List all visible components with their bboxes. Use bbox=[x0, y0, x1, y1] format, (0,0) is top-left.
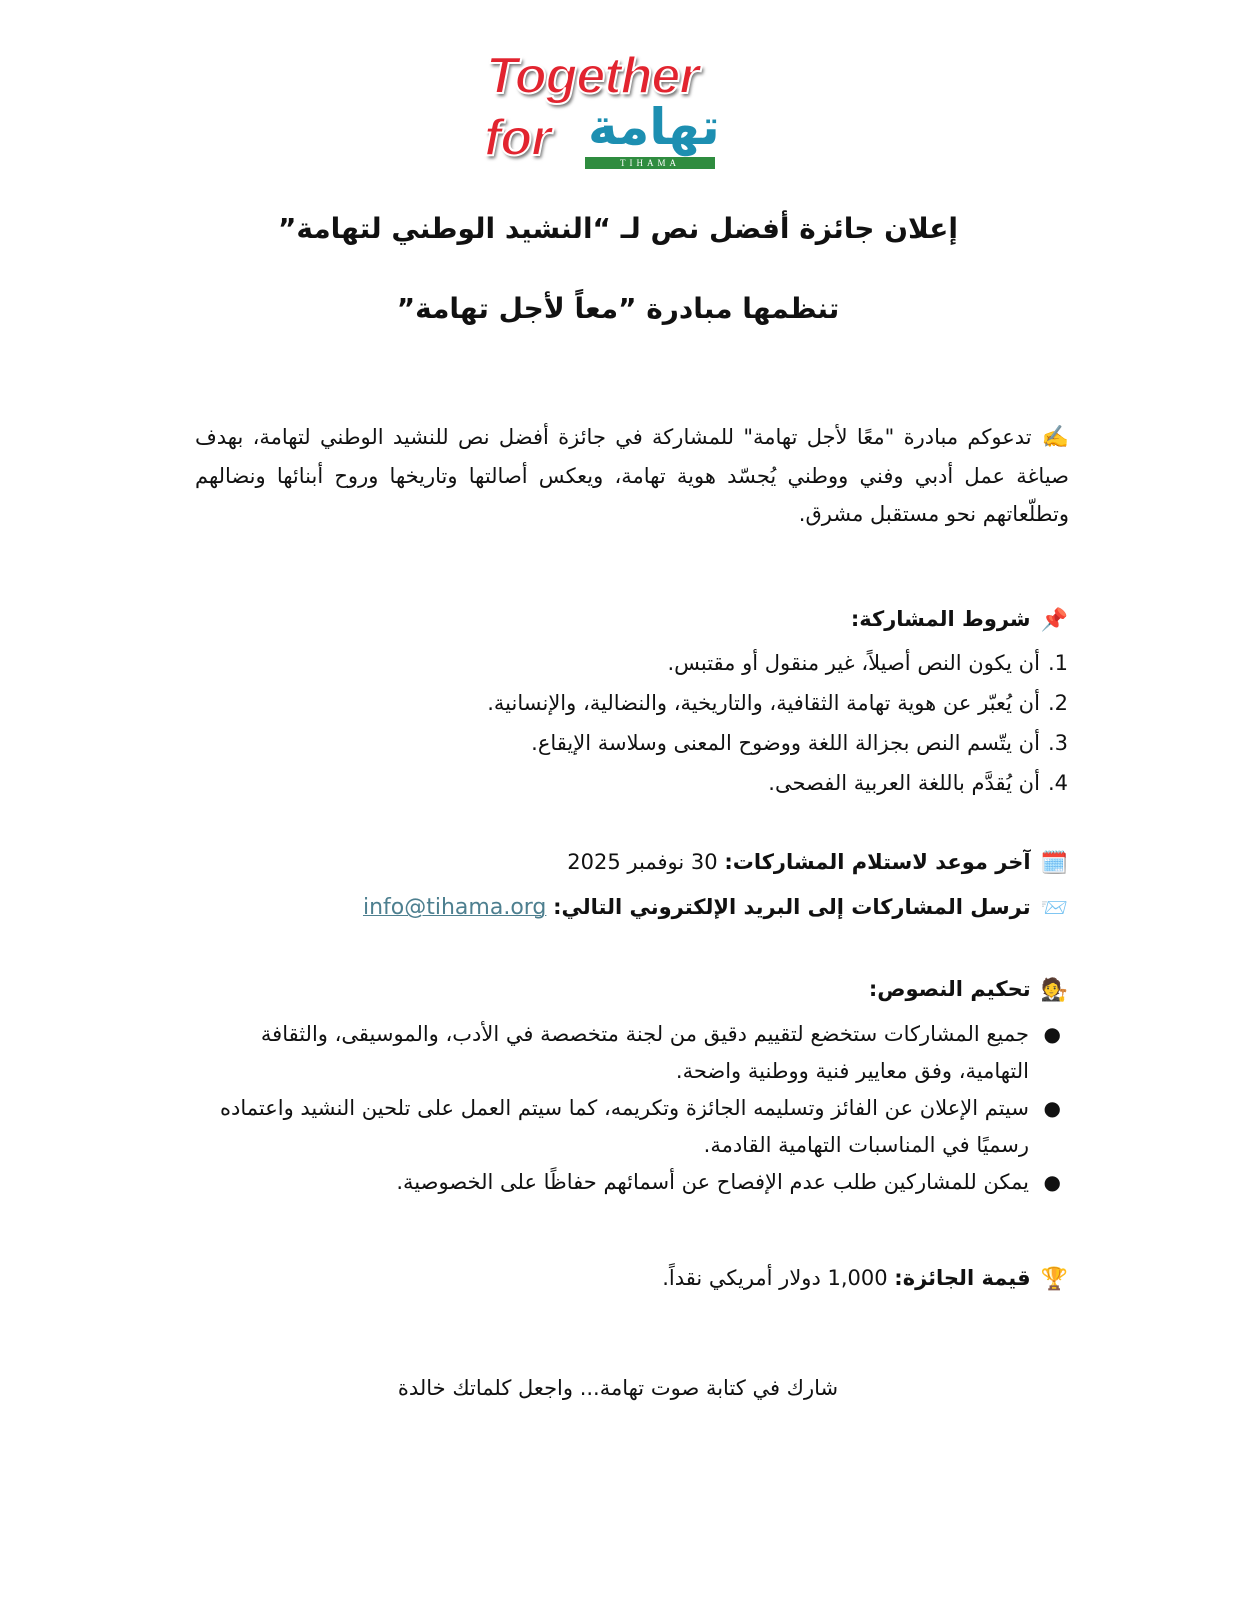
list-item bbox=[189, 1090, 1061, 1164]
list-item bbox=[268, 728, 1068, 768]
deadline-value: 30 نوفمبر 2025 bbox=[567, 850, 718, 874]
list-item-text: يمكن للمشاركين طلب عدم الإفصاح عن أسمائهم حفاظًا على الخصوصية. bbox=[396, 1170, 1029, 1194]
list-item-text: أن يُقدَّم باللغة العربية الفصحى. bbox=[768, 771, 1040, 795]
intro-text: تدعوكم مبادرة "معًا لأجل تهامة" للمشاركة في جائزة أفضل نص للنشيد الوطني لتهامة، بهدف صياغة عمل أدبي وفني ووطني يُجسّد هوية تهامة، ويعكس أصالتها وتاريخها وروح أبنائها ونضالهم وتطلّعاتهم نحو مستقبل مشرق. bbox=[195, 425, 1069, 526]
list-item bbox=[268, 768, 1068, 808]
bullet-icon: ● bbox=[1043, 1022, 1061, 1046]
logo-arabic-tihama: تهامة bbox=[588, 98, 720, 156]
list-item-number: 4. bbox=[1047, 771, 1068, 795]
announcement-title: إعلان جائزة أفضل نص لـ “النشيد الوطني لتهامة” bbox=[277, 212, 959, 245]
conditions-heading bbox=[851, 607, 1068, 633]
list-item bbox=[268, 688, 1068, 728]
calendar-icon: 🗓️ bbox=[1040, 850, 1068, 876]
pushpin-icon: 📌 bbox=[1040, 607, 1068, 633]
list-item-text: أن يُعبّر عن هوية تهامة الثقافية، والتاريخية، والنضالية، والإنسانية. bbox=[487, 691, 1040, 715]
conditions-heading-text: شروط المشاركة: bbox=[850, 607, 1031, 631]
list-item-text: سيتم الإعلان عن الفائز وتسليمه الجائزة وتكريمه، كما سيتم العمل على تلحين النشيد واعتماده رسميًا في المناسبات التهامية القادمة. bbox=[220, 1096, 1029, 1157]
email-icon: 📨 bbox=[1040, 895, 1068, 921]
list-item-text: أن يتّسم النص بجزالة اللغة ووضوح المعنى وسلاسة الإيقاع. bbox=[531, 731, 1040, 755]
submission-line bbox=[363, 895, 1068, 921]
announcement-subtitle: تنظمها مبادرة ”معاً لأجل تهامة” bbox=[396, 292, 840, 325]
logo-latin-tihama: TIHAMA bbox=[585, 157, 715, 169]
logo-word-together: Together bbox=[486, 47, 699, 105]
list-item-number: 3. bbox=[1047, 731, 1068, 755]
deadline-label: آخر موعد لاستلام المشاركات: bbox=[724, 850, 1031, 874]
conditions-list bbox=[268, 648, 1068, 808]
bullet-icon: ● bbox=[1043, 1170, 1061, 1194]
intro-paragraph bbox=[195, 418, 1069, 533]
list-item-number: 1. bbox=[1047, 651, 1068, 675]
writing-hand-icon: ✍️ bbox=[1041, 425, 1069, 450]
list-item-text: جميع المشاركات ستخضع لتقييم دقيق من لجنة متخصصة في الأدب، والموسيقى، والثقافة التهامية، وفق معايير فنية ووطنية واضحة. bbox=[260, 1022, 1029, 1083]
bullet-icon: ● bbox=[1043, 1096, 1061, 1120]
closing-line: شارك في كتابة صوت تهامة... واجعل كلماتك خالدة bbox=[397, 1376, 839, 1400]
list-item bbox=[268, 648, 1068, 688]
judging-list bbox=[189, 1016, 1061, 1201]
list-item-text: أن يكون النص أصيلاً، غير منقول أو مقتبس. bbox=[667, 651, 1040, 675]
prize-label: قيمة الجائزة: bbox=[894, 1266, 1031, 1290]
submission-label: ترسل المشاركات إلى البريد الإلكتروني التالي: bbox=[553, 895, 1031, 919]
email-link[interactable]: info@tihama.org bbox=[362, 895, 547, 920]
logo-word-for: for bbox=[484, 109, 551, 167]
trophy-icon: 🏆 bbox=[1040, 1266, 1068, 1292]
judging-heading-text: تحكيم النصوص: bbox=[868, 977, 1031, 1001]
prize-line bbox=[662, 1266, 1068, 1292]
list-item bbox=[189, 1164, 1061, 1201]
list-item-number: 2. bbox=[1047, 691, 1068, 715]
deadline-line bbox=[567, 850, 1068, 876]
prize-value: 1,000 دولار أمريكي نقداً. bbox=[662, 1266, 888, 1290]
list-item bbox=[189, 1016, 1061, 1090]
judge-icon: 🧑‍⚖️ bbox=[1040, 977, 1068, 1003]
together-for-tihama-logo bbox=[480, 47, 740, 175]
judging-heading bbox=[869, 977, 1068, 1003]
